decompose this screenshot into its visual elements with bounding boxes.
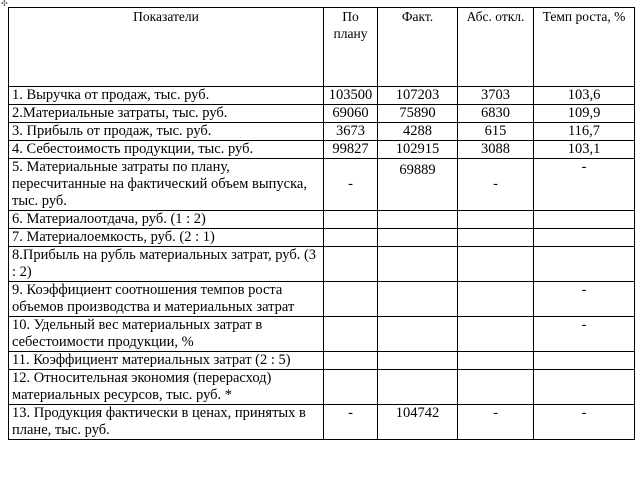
- table-row: [9, 370, 635, 405]
- table-row: [9, 211, 635, 229]
- cell-fact: [378, 352, 458, 370]
- cell-plan: 99827: [324, 141, 378, 159]
- cell-fact: 104742: [378, 405, 458, 440]
- cell-rate: 103,1: [534, 141, 635, 159]
- cell-fact: [378, 282, 458, 317]
- table-row: [9, 282, 635, 317]
- cell-plan: [324, 352, 378, 370]
- header-plan: По плану: [324, 8, 378, 87]
- row-label: 6. Материалоотдача, руб. (1 : 2): [9, 211, 324, 229]
- cell-rate: [534, 211, 635, 229]
- table-row: [9, 105, 635, 123]
- cell-abs: [458, 282, 534, 317]
- cell-plan: [324, 317, 378, 352]
- row-label: 8.Прибыль на рубль материальных затрат, руб. (3 : 2): [9, 247, 324, 282]
- cell-rate: [534, 352, 635, 370]
- cell-plan: [324, 370, 378, 405]
- cell-rate: -: [534, 282, 635, 317]
- cell-plan: [324, 229, 378, 247]
- cell-abs: 615: [458, 123, 534, 141]
- cell-plan: -: [324, 159, 378, 211]
- cell-rate: -: [534, 159, 635, 211]
- cell-fact: 4288: [378, 123, 458, 141]
- table-row: [9, 229, 635, 247]
- cell-fact: [378, 370, 458, 405]
- row-label: 2.Материальные затраты, тыс. руб.: [9, 105, 324, 123]
- header-indicator: Показатели: [9, 8, 324, 87]
- cell-abs: [458, 352, 534, 370]
- header-fact: Факт.: [378, 8, 458, 87]
- header-growth-rate: Темп роста, %: [534, 8, 635, 87]
- cell-rate: 109,9: [534, 105, 635, 123]
- cell-rate: [534, 229, 635, 247]
- row-label: 3. Прибыль от продаж, тыс. руб.: [9, 123, 324, 141]
- cell-fact: [378, 211, 458, 229]
- cell-rate: 103,6: [534, 87, 635, 105]
- cell-abs: -: [458, 405, 534, 440]
- cell-fact: [378, 229, 458, 247]
- row-label: 5. Материальные затраты по плану, пересчитанные на фактический объем выпуска, тыс. руб.: [9, 159, 324, 211]
- cell-plan: [324, 211, 378, 229]
- table-row: [9, 159, 635, 211]
- cell-abs: [458, 317, 534, 352]
- cell-rate: [534, 247, 635, 282]
- cell-rate: -: [534, 317, 635, 352]
- table-row: [9, 317, 635, 352]
- cell-plan: 103500: [324, 87, 378, 105]
- cell-fact: 102915: [378, 141, 458, 159]
- header-abs-deviation: Абс. откл.: [458, 8, 534, 87]
- cell-abs: [458, 211, 534, 229]
- table-row: [9, 405, 635, 440]
- table-row: [9, 123, 635, 141]
- row-label: 9. Коэффициент соотношения темпов роста объемов производства и материальных затрат: [9, 282, 324, 317]
- row-label: 13. Продукция фактически в ценах, принятых в плане, тыс. руб.: [9, 405, 324, 440]
- cell-fact: 75890: [378, 105, 458, 123]
- cell-abs: -: [458, 159, 534, 211]
- cell-abs: 3703: [458, 87, 534, 105]
- cell-fact: [378, 317, 458, 352]
- table-row: [9, 87, 635, 105]
- table-row: [9, 352, 635, 370]
- cell-abs: [458, 370, 534, 405]
- cell-plan: [324, 282, 378, 317]
- cell-abs: 6830: [458, 105, 534, 123]
- cell-plan: 3673: [324, 123, 378, 141]
- row-label: 12. Относительная экономия (перерасход) материальных ресурсов, тыс. руб. *: [9, 370, 324, 405]
- indicators-table: [8, 7, 635, 440]
- row-label: 4. Себестоимость продукции, тыс. руб.: [9, 141, 324, 159]
- table-row: [9, 247, 635, 282]
- cell-rate: -: [534, 405, 635, 440]
- cell-rate: [534, 370, 635, 405]
- cell-fact: 69889: [378, 159, 458, 211]
- row-label: 1. Выручка от продаж, тыс. руб.: [9, 87, 324, 105]
- table-row: [9, 141, 635, 159]
- cell-fact: 107203: [378, 87, 458, 105]
- cell-rate: 116,7: [534, 123, 635, 141]
- table-move-handle-icon[interactable]: ✣: [1, 0, 8, 8]
- cell-abs: [458, 247, 534, 282]
- cell-abs: [458, 229, 534, 247]
- cell-fact: [378, 247, 458, 282]
- row-label: 11. Коэффициент материальных затрат (2 : 5): [9, 352, 324, 370]
- cell-plan: -: [324, 405, 378, 440]
- cell-plan: 69060: [324, 105, 378, 123]
- row-label: 10. Удельный вес материальных затрат в себестоимости продукции, %: [9, 317, 324, 352]
- cell-plan: [324, 247, 378, 282]
- row-label: 7. Материалоемкость, руб. (2 : 1): [9, 229, 324, 247]
- table-header-row: [9, 8, 635, 87]
- cell-abs: 3088: [458, 141, 534, 159]
